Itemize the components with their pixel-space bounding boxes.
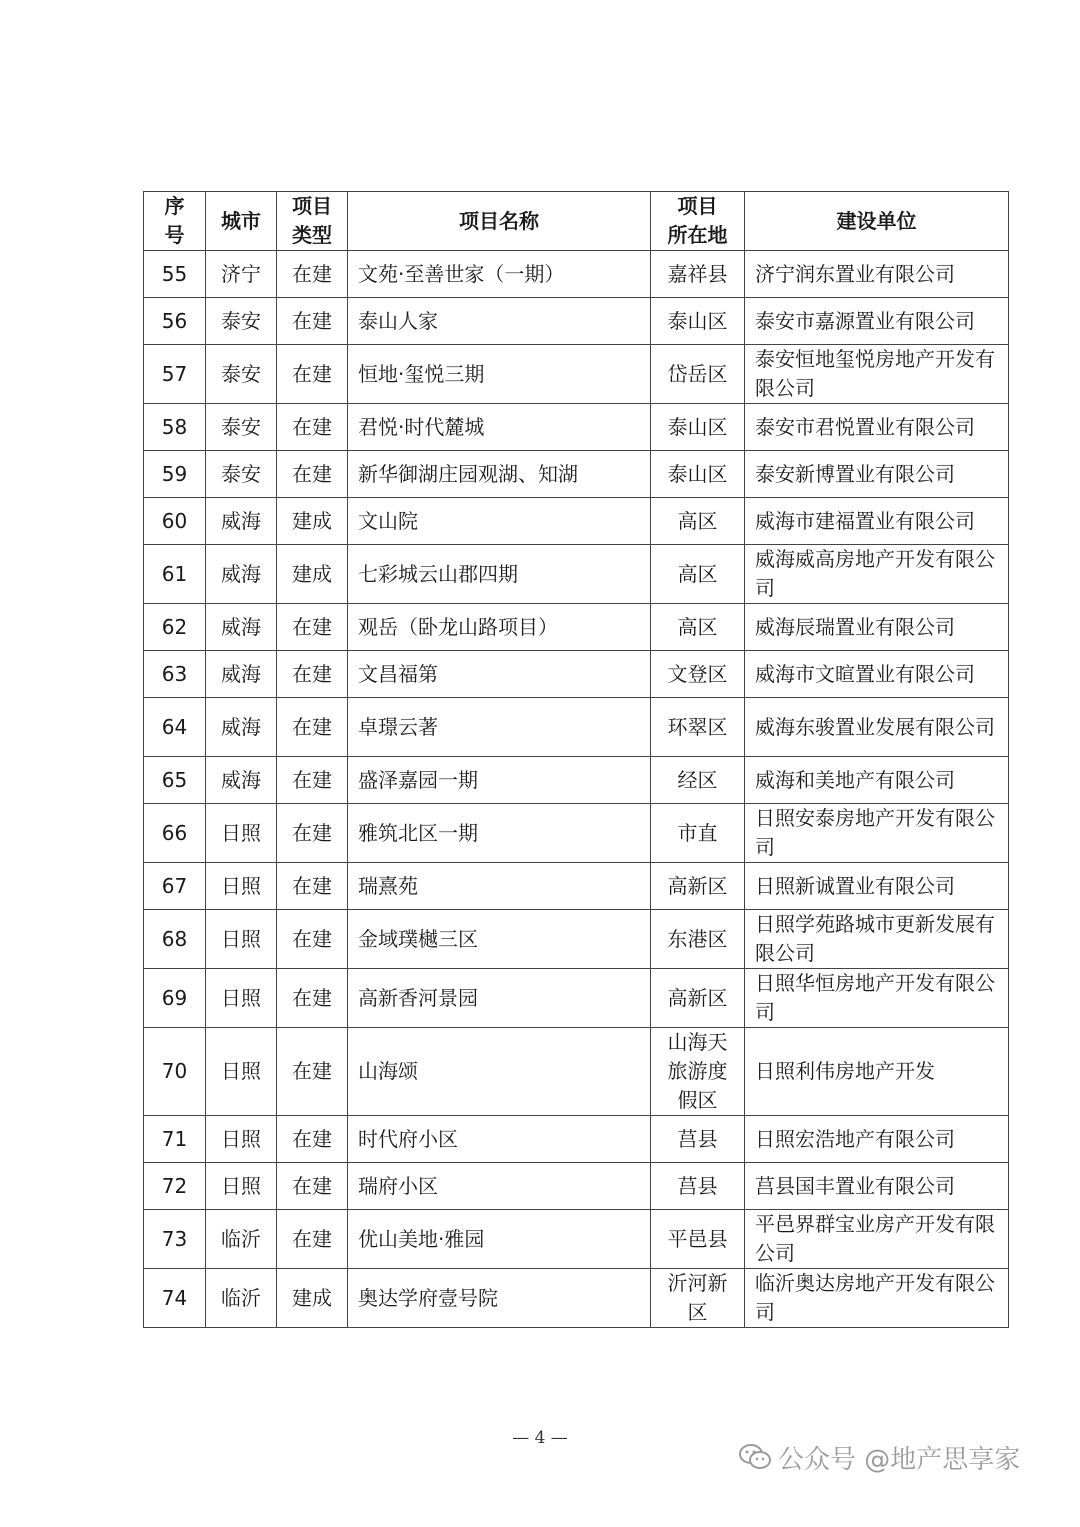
header-location-line1: 项目 [677,194,718,218]
watermark-text: 公众号 @地产思享家 [778,1444,1021,1475]
cell-developer: 泰安新博置业有限公司 [745,451,1009,498]
header-city: 城市 [206,192,277,251]
table-row [144,651,1009,698]
cell-city: 日照 [206,1028,277,1116]
cell-project-name: 文苑·至善世家（一期） [348,251,651,298]
table-row [144,698,1009,757]
table-row [144,1269,1009,1328]
cell-project-name: 文昌福第 [348,651,651,698]
cell-city: 日照 [206,1116,277,1163]
watermark [738,1435,1020,1479]
cell-project-name: 盛泽嘉园一期 [348,757,651,804]
cell-location: 沂河新区 [651,1269,745,1328]
cell-developer: 济宁润东置业有限公司 [745,251,1009,298]
cell-location: 岱岳区 [651,345,745,404]
cell-location: 高区 [651,498,745,545]
cell-city: 威海 [206,651,277,698]
cell-location: 嘉祥县 [651,251,745,298]
cell-city: 临沂 [206,1210,277,1269]
cell-seq: 56 [144,298,206,345]
cell-project-name: 金域璞樾三区 [348,910,651,969]
cell-project-name: 山海颂 [348,1028,651,1116]
cell-city: 日照 [206,969,277,1028]
cell-city: 济宁 [206,251,277,298]
cell-type: 在建 [277,1210,348,1269]
cell-city: 泰安 [206,451,277,498]
cell-type: 在建 [277,757,348,804]
cell-seq: 64 [144,698,206,757]
cell-city: 泰安 [206,404,277,451]
cell-project-name: 卓璟云著 [348,698,651,757]
cell-project-name: 奥达学府壹号院 [348,1269,651,1328]
page-number: — 4 — [512,1428,568,1448]
cell-developer: 威海和美地产有限公司 [745,757,1009,804]
wechat-icon [738,1442,772,1472]
cell-developer: 威海东骏置业发展有限公司 [745,698,1009,757]
cell-project-name: 雅筑北区一期 [348,804,651,863]
cell-city: 威海 [206,545,277,604]
header-location-line2: 所在地 [667,223,728,247]
cell-seq: 57 [144,345,206,404]
cell-type: 在建 [277,863,348,910]
cell-developer: 临沂奥达房地产开发有限公司 [745,1269,1009,1328]
header-type-line2: 类型 [292,223,332,247]
cell-seq: 59 [144,451,206,498]
cell-seq: 58 [144,404,206,451]
cell-seq: 74 [144,1269,206,1328]
cell-city: 临沂 [206,1269,277,1328]
cell-location: 经区 [651,757,745,804]
cell-project-name: 恒地·玺悦三期 [348,345,651,404]
cell-location: 高区 [651,545,745,604]
cell-project-name: 瑞熹苑 [348,863,651,910]
cell-developer: 威海威高房地产开发有限公司 [745,545,1009,604]
cell-seq: 66 [144,804,206,863]
cell-seq: 61 [144,545,206,604]
cell-developer: 日照宏浩地产有限公司 [745,1116,1009,1163]
cell-type: 在建 [277,251,348,298]
cell-location: 莒县 [651,1163,745,1210]
header-type [277,192,348,251]
header-name: 项目名称 [348,192,651,251]
cell-project-name: 高新香河景园 [348,969,651,1028]
table-row [144,1028,1009,1116]
table-row [144,863,1009,910]
cell-project-name: 七彩城云山郡四期 [348,545,651,604]
cell-city: 泰安 [206,345,277,404]
table-row [144,1210,1009,1269]
cell-city: 威海 [206,604,277,651]
cell-seq: 62 [144,604,206,651]
cell-seq: 73 [144,1210,206,1269]
cell-location: 平邑县 [651,1210,745,1269]
cell-city: 日照 [206,910,277,969]
cell-seq: 68 [144,910,206,969]
cell-developer: 平邑界群宝业房产开发有限公司 [745,1210,1009,1269]
cell-developer: 泰安市嘉源置业有限公司 [745,298,1009,345]
cell-seq: 69 [144,969,206,1028]
cell-seq: 63 [144,651,206,698]
cell-type: 建成 [277,545,348,604]
table-row [144,1163,1009,1210]
table-row [144,498,1009,545]
cell-city: 威海 [206,698,277,757]
cell-type: 在建 [277,404,348,451]
cell-type: 在建 [277,1163,348,1210]
cell-location: 东港区 [651,910,745,969]
cell-project-name: 泰山人家 [348,298,651,345]
project-table [143,191,1009,1328]
cell-location: 山海天旅游度假区 [651,1028,745,1116]
cell-developer: 日照安泰房地产开发有限公司 [745,804,1009,863]
cell-type: 在建 [277,804,348,863]
cell-developer: 威海市建福置业有限公司 [745,498,1009,545]
table-row [144,251,1009,298]
table-row [144,298,1009,345]
cell-type: 建成 [277,498,348,545]
cell-seq: 65 [144,757,206,804]
table-body [144,251,1009,1328]
cell-city: 泰安 [206,298,277,345]
cell-project-name: 君悦·时代麓城 [348,404,651,451]
cell-developer: 泰安市君悦置业有限公司 [745,404,1009,451]
header-location [651,192,745,251]
cell-city: 威海 [206,757,277,804]
header-seq-line2: 号 [164,223,185,247]
cell-seq: 72 [144,1163,206,1210]
cell-type: 在建 [277,698,348,757]
cell-developer: 日照利伟房地产开发 [745,1028,1009,1116]
table-row [144,451,1009,498]
cell-location: 莒县 [651,1116,745,1163]
table-row [144,757,1009,804]
cell-developer: 莒县国丰置业有限公司 [745,1163,1009,1210]
table-row [144,1116,1009,1163]
table-row [144,404,1009,451]
cell-developer: 泰安恒地玺悦房地产开发有限公司 [745,345,1009,404]
cell-project-name: 瑞府小区 [348,1163,651,1210]
cell-project-name: 新华御湖庄园观湖、知湖 [348,451,651,498]
cell-location: 文登区 [651,651,745,698]
cell-type: 在建 [277,298,348,345]
cell-location: 泰山区 [651,404,745,451]
cell-developer: 日照新诚置业有限公司 [745,863,1009,910]
header-type-line1: 项目 [292,194,332,218]
cell-project-name: 观岳（卧龙山路项目） [348,604,651,651]
cell-project-name: 优山美地·雅园 [348,1210,651,1269]
cell-project-name: 文山院 [348,498,651,545]
table-header-row [144,192,1009,251]
cell-type: 在建 [277,969,348,1028]
cell-city: 日照 [206,804,277,863]
table-row [144,804,1009,863]
cell-type: 在建 [277,910,348,969]
cell-type: 在建 [277,451,348,498]
header-developer: 建设单位 [745,192,1009,251]
table-row [144,545,1009,604]
table-row [144,345,1009,404]
table-row [144,604,1009,651]
cell-developer: 威海辰瑞置业有限公司 [745,604,1009,651]
cell-developer: 日照华恒房地产开发有限公司 [745,969,1009,1028]
cell-developer: 日照学苑路城市更新发展有限公司 [745,910,1009,969]
cell-seq: 71 [144,1116,206,1163]
cell-type: 在建 [277,345,348,404]
table-row [144,910,1009,969]
cell-location: 高区 [651,604,745,651]
cell-city: 日照 [206,863,277,910]
cell-seq: 55 [144,251,206,298]
header-seq-line1: 序 [164,194,185,218]
cell-project-name: 时代府小区 [348,1116,651,1163]
cell-type: 在建 [277,1116,348,1163]
cell-type: 在建 [277,604,348,651]
cell-location: 市直 [651,804,745,863]
cell-city: 威海 [206,498,277,545]
cell-location: 高新区 [651,863,745,910]
cell-seq: 70 [144,1028,206,1116]
cell-developer: 威海市文暄置业有限公司 [745,651,1009,698]
table-row [144,969,1009,1028]
cell-location: 泰山区 [651,451,745,498]
cell-location: 环翠区 [651,698,745,757]
cell-type: 在建 [277,651,348,698]
cell-location: 高新区 [651,969,745,1028]
cell-seq: 67 [144,863,206,910]
cell-type: 在建 [277,1028,348,1116]
cell-city: 日照 [206,1163,277,1210]
cell-location: 泰山区 [651,298,745,345]
header-seq [144,192,206,251]
cell-seq: 60 [144,498,206,545]
cell-type: 建成 [277,1269,348,1328]
